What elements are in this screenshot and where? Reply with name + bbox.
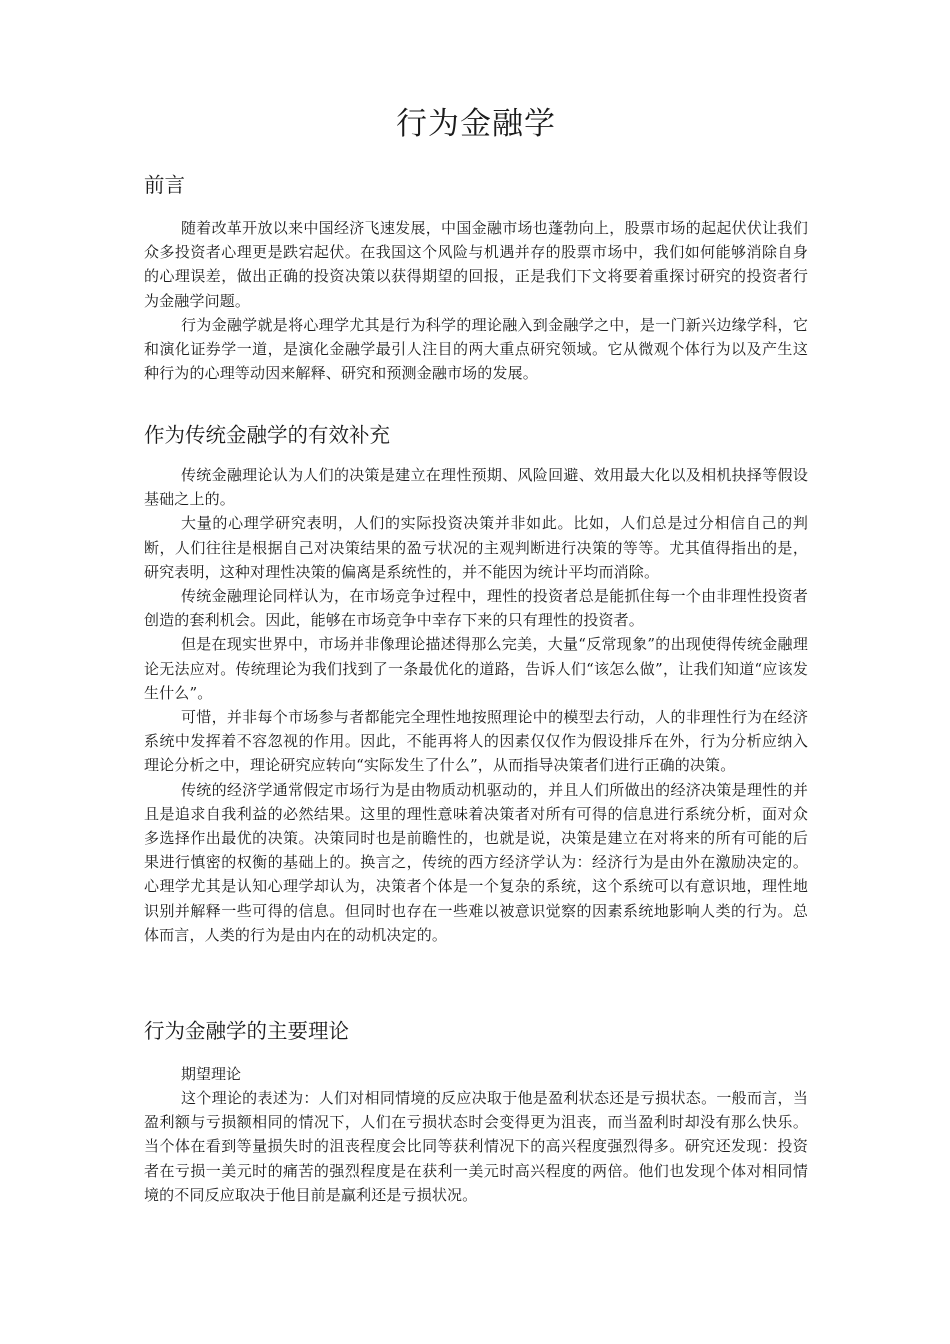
section-supplement bbox=[144, 421, 808, 947]
subsection-heading: 期望理论 bbox=[181, 1065, 242, 1083]
section-preface bbox=[144, 171, 808, 385]
paragraph: 可惜，并非每个市场参与者都能完全理性地按照理论中的模型去行动，人的非理性行为在经济系统中发挥着不容忽视的作用。因此，不能再将人的因素仅仅作为假设排斥在外，行为分析应纳入理论分析之中，理论研究应转向“实际发生了什么”，从而指导决策者们进行正确的决策。 bbox=[144, 708, 808, 775]
paragraph: 传统金融理论同样认为，在市场竞争过程中，理性的投资者总是能抓住每一个由非理性投资者创造的套利机会。因此，能够在市场竞争中幸存下来的只有理性的投资者。 bbox=[144, 587, 808, 630]
section-main-theories bbox=[144, 1017, 808, 1207]
section-heading: 行为金融学的主要理论 bbox=[144, 1019, 349, 1043]
paragraph: 随着改革开放以来中国经济飞速发展，中国金融市场也蓬勃向上，股票市场的起起伏伏让我们众多投资者心理更是跌宕起伏。在我国这个风险与机遇并存的股票市场中，我们如何能够消除自身的心理误差，做出正确的投资决策以获得期望的回报，正是我们下文将要着重探讨研究的投资者行为金融学问题。 bbox=[144, 219, 808, 310]
paragraph: 这个理论的表述为：人们对相同情境的反应决取于他是盈利状态还是亏损状态。一般而言，当盈利额与亏损额相同的情况下，人们在亏损状态时会变得更为沮丧，而当盈利时却没有那么快乐。当个体在看到等量损失时的沮丧程度会比同等获利情况下的高兴程度强烈得多。研究还发现：投资者在亏损一美元时的痛苦的强烈程度是在获利一美元时高兴程度的两倍。他们也发现个体对相同情境的不同反应取决于他目前是赢利还是亏损状况。 bbox=[144, 1089, 808, 1204]
document-title: 行为金融学 bbox=[396, 106, 556, 142]
paragraph: 传统金融理论认为人们的决策是建立在理性预期、风险回避、效用最大化以及相机抉择等假设基础之上的。 bbox=[144, 466, 808, 509]
paragraph: 传统的经济学通常假定市场行为是由物质动机驱动的，并且人们所做出的经济决策是理性的并且是追求自我利益的必然结果。这里的理性意味着决策者对所有可得的信息进行系统分析，面对众多选择作出最优的决策。决策同时也是前瞻性的，也就是说，决策是建立在对将来的所有可能的后果进行慎密的权衡的基础上的。换言之，传统的西方经济学认为：经济行为是由外在激励决定的。心理学尤其是认知心理学却认为，决策者个体是一个复杂的系统，这个系统可以有意识地，理性地识别并解释一些可得的信息。但同时也存在一些难以被意识觉察的因素系统地影响人类的行为。总体而言，人类的行为是由内在的动机决定的。 bbox=[144, 780, 808, 944]
paragraph: 但是在现实世界中，市场并非像理论描述得那么完美，大量“反常现象”的出现使得传统金融理论无法应对。传统理论为我们找到了一条最优化的道路，告诉人们“该怎么做”，让我们知道“应该发生什么”。 bbox=[144, 635, 808, 702]
paragraph: 行为金融学就是将心理学尤其是行为科学的理论融入到金融学之中，是一门新兴边缘学科，它和演化证券学一道，是演化金融学最引人注目的两大重点研究领域。它从微观个体行为以及产生这种行为的心理等动因来解释、研究和预测金融市场的发展。 bbox=[144, 315, 808, 383]
section-heading: 作为传统金融学的有效补充 bbox=[144, 423, 390, 447]
section-heading: 前言 bbox=[144, 173, 185, 197]
paragraph: 大量的心理学研究表明，人们的实际投资决策并非如此。比如，人们总是过分相信自己的判断，人们往往是根据自己对决策结果的盈亏状况的主观判断进行决策的等等。尤其值得指出的是，研究表明，这种对理性决策的偏离是系统性的，并不能因为统计平均而消除。 bbox=[144, 514, 808, 581]
